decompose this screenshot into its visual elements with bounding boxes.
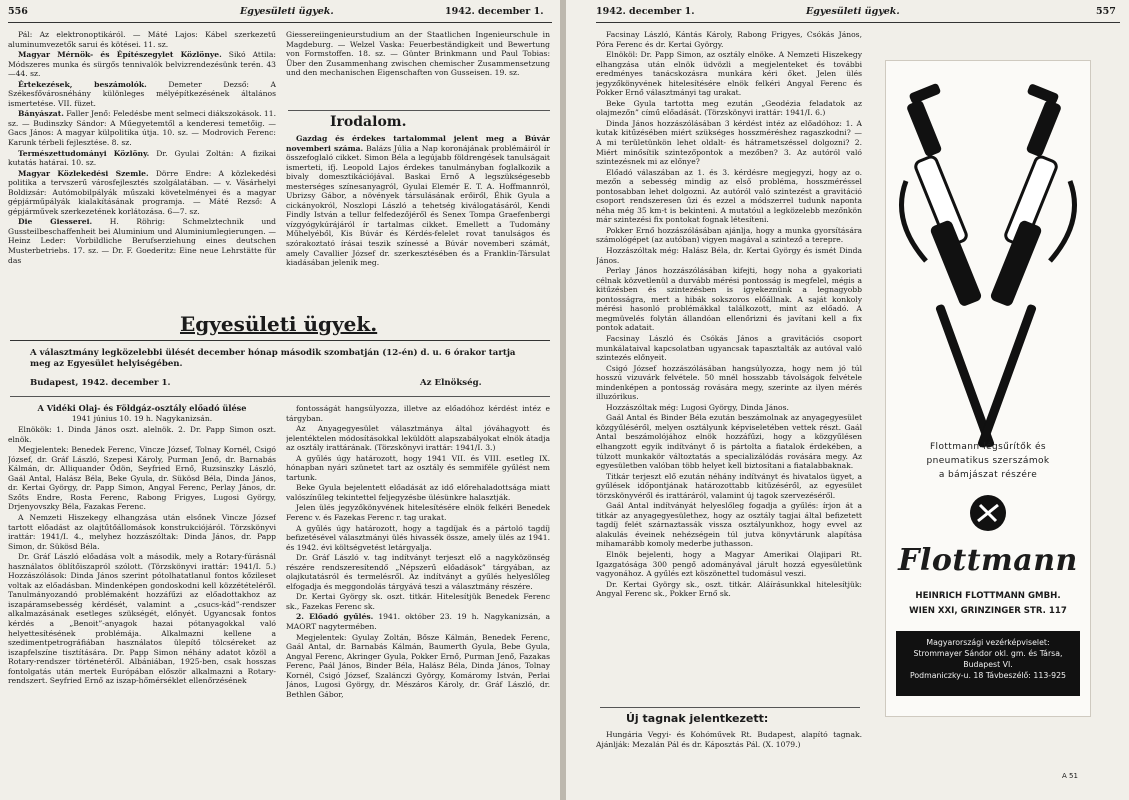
page-number: 557: [1096, 6, 1116, 17]
paragraph: Balázs Júlia a Nap koronájának problémáiról ír összefoglaló cikket. Simon Béla a legújabb földrengések tanulságait ismerteti, ifj. Leopold Lajos érdekes tanulmányban foglalkozik a bivaly domesztikációjával. Baskai Ernő A legszükségesebb mesterséges színesanyagról, Gyulai Elemér E. T. A. Hoffmannról, Ubrizsy Gábor, a növények társulásának erőiről, Éhik Gyula a cickányokról, Noszlopi László a tehetség kiválogatásáról, Kendi Findly István a tellur felfedezőjéről és Senex Tompa Graefenbergi vízgyógykúrájáról ír tartalmas cikket. Emellett a Tudomány Műhelyéből, Kis Búvár és Kérdés-felelet rovat tanulságos és szórakoztató írásai teszik színessé a Búvár novemberi számát, amely Cavallier József dr. szerkesztésében és a Franklin-Társulat kiadásában jelenik meg.: [286, 143, 550, 268]
company-address: WIEN XXI, GRINZINGER STR. 117: [909, 606, 1067, 616]
paragraph: A gyűlés úgy határozott, hogy a tagdíjak és a pártoló tagdíj befizetésével választmányi ülés hivassék össze, amely ülés az 1941. és 1942. évi költségvetést letárgyalja.: [286, 523, 550, 552]
header-rule: [8, 22, 552, 23]
section-title: Egyesületi ügyek.: [180, 312, 378, 336]
paragraph: Az Anyagegyesület választmánya által jóváhagyott és jelentéktelen módosításokkal leküldött alapszabályokat elnök átadja az osztály irattárának. (Törzskönyvi irattár: 1941/I. 3.): [286, 424, 550, 453]
representative-box: [896, 631, 1080, 696]
paragraph: Gaál Antal indítványát helyeslőleg fogadja a gyűlés: írjon át a titkár az anyagegyesülethez, hogy az osztály tagjai által befizetett tagdíj felét szárnaztassák vissza osztályunkhoz, hogy evvel az alakulás éveinek nehézségein túl jutva könyvtárunk alapítása mihamarább komoly mederbe juthasson.: [596, 501, 862, 549]
paragraph: Titkár terjeszt elő ezután néhány indítványt és hivatalos ügyet, a gyűlések időpontjának határozottabb kitűzéséről, az egyesület törzskönyvéről és irattáráról, valamint új tagok szervezéséről.: [596, 471, 862, 500]
paragraph: Gaál Antal és Binder Béla ezután beszámolnak az anyagegyesület közgyűléséről, melyen osztályunk képviseletében vettek részt. Gaál Antal beszámolójához elnök hozzáfűzi, hogy a közgyűlésen elhangzott egyik indítványt ő is pártolta a fiatalok érdekében, a túlzott munkakör változtatás a specializálódás rovására megy. Az egyesületben valóban több helyet kell biztosítani a fiatalabbaknak.: [596, 413, 862, 471]
paragraph: Elnököl: Dr. Papp Simon, az osztály elnöke. A Nemzeti Hiszekegy elhangzása után elnök üdvözli a megjelenteket és további eredményes tanácskozásra munkára kéri őket. Jelen ülés jegyzőkönyvének hitelesítésére elnök felkéri Angyal Ferenc és Pokker Ernő választmányi tag urakat.: [596, 50, 862, 98]
irodalom-column: [286, 134, 550, 294]
paragraph: fontosságát hangsúlyozza, illetve az előadóhoz kérdést intéz e tárgyban.: [286, 404, 550, 423]
page-date: 1942. december 1.: [596, 6, 695, 17]
left-page: [0, 0, 560, 800]
divider: [288, 110, 550, 111]
paragraph: Dr. Gráf László előadása volt a második, mely a Rotary-fúrásnál használatos öblítőiszapról szólott. (Törzskönyvi irattár: 1941/I. 5.) Hozzászólások: Dinda János szerint pótolhatatlanul fontos kőzileset voltak az előadásban. Mindenképen gondoskodni kell közzétételéről. Tanulmányozandó problémaként hozzáfűzi az előadottakhoz az iszapáramsebesség kérdését, valamint a „csucs-kád”-rendszer alkalmazásának esetleges szükségét, előnyét. Ugyancsak fontos kérdés a „Benoit”-anyagok hazai pótanyagokkal való helyettesítésének problémája. Alkalmazni kellene a szedimentpetrográfiában használatos ülepítő tölcséreket az iszapfelszíne tisztítására. Dr. Papp Simon néhány adatot közöl a Rotary-rendszer történetéről. Albániában, 1925-ben, csak hosszas fontolgatás után mertek Európában először alkalmazni a Rotary-rendszert. Seyfried Ernő az iszap-hőmérséklet ellenőrzésének: [8, 552, 276, 686]
paragraph: Beke Gyula bejelentett előadását az idő előrehaladottsága miatt valószínűleg tekintettel feljegyzésbe ülésünkre halasztják.: [286, 483, 550, 502]
paragraph: Dr. Kertai György sk. oszt. titkár. Hitelesítjük Benedek Ferenc sk., Fazekas Ferenc sk.: [286, 592, 550, 611]
paragraph: Jelen ülés jegyzőkönyvének hitelesítésére elnök felkéri Benedek Ferenc v. és Fazekas Ferenc r. tag urakat.: [286, 503, 550, 523]
company-logo: Flottmann: [898, 543, 1078, 578]
paragraph-text: Dr. Gyulai Zoltán: A fizikai kutatás határai. 10. sz.: [8, 148, 276, 168]
paragraph: Perlay János hozzászólásában kifejti, hogy noha a gyakoriati célnak közvetlenül a durvább mérési pontosság is megfelel, mégis a kitűzésben és szintezésben is igyekeznünk a legnagyobb pontosságra, mert a hibák sokszoros előállnak. A saját konkoly mérési hasonló problémákkal találkozott, mint az előadó. A megmüvelés folytán állandóan ellenőrizni és javítani kell a fix pontok adatait.: [596, 266, 862, 333]
paragraph: Hozzászóltak még: Lugosi György, Dinda János.: [606, 402, 789, 412]
divider: [10, 340, 550, 341]
lead-text: Természettudományi Közlöny.: [18, 148, 150, 158]
paragraph: [8, 30, 276, 49]
paragraph: [8, 149, 276, 168]
notice-place: Budapest, 1942. december 1.: [30, 378, 171, 388]
paragraph: Hozzászóltak még: Halász Béla, dr. Kertai György és ismét Dinda János.: [596, 246, 862, 265]
paragraph: [8, 217, 276, 265]
lead-text: Magyar Közlekedési Szemle.: [18, 168, 149, 178]
pneumatic-tools-illustration: [886, 61, 1090, 481]
paragraph: A Nemzeti Hiszekegy elhangzása után elsőnek Vincze József tartott előadást az olajtűtőállomások konstrukciójáról. Törzskönyvi irattár: 1941/I. 4., melyhez hozzászóltak: Dinda János, dr. Papp Simon, dr. Sükösd Béla.: [8, 513, 276, 551]
paragraph: [8, 80, 276, 109]
paragraph-text: Dörre Endre: A közlekedési politika a tervszerű városfejlesztés szolgálatában. — v. Vásárhelyi Boldizsár: Autómobilpályák műszaki követelményei és a magyar gépjárműpályák kialakításának programja. — Máté Rezső: A gépjárművek szerkezetének korlátozása. 6—7. sz.: [8, 168, 276, 216]
paragraph: Előadó válaszában az 1. és 3. kérdésre megjegyzi, hogy az o. mezőn a sebesség mindig az első probléma, hosszméréssel pontosabban lehet dolgozni. Az autóról való szintezést a gravitáció csoport rendszeresen űzi és ezzel a módszerrel tudunk naponta néha még 35 km-t is bekinteni. A mutatóul a legközelebb mezőnkön már szintezési fix pontokat fognak létesíteni.: [596, 167, 862, 225]
paragraph: Facsinay László és Csókás János a gravitációs csoport munkálataival kapcsolatban ugyancsak tapasztalták az autóval való szintezés előnyeit.: [596, 333, 862, 363]
meeting2-heading-rest: 1941. október 23. 19 h. Nagykanizsán, a MAORT nagytermében.: [286, 612, 550, 632]
miner-emblem-icon: [968, 493, 1008, 533]
ad-slogan-line: pneumatikus szerszámok: [926, 456, 1050, 466]
company-name: HEINRICH FLOTTMANN GMBH.: [915, 591, 1061, 601]
paragraph: Dr. Gráf László v. tag indítványt terjeszt elő a nagyközönség részére rendszeresítendő „Népszerű előadások” tárgyában, az olajkutatásról és termelésről. Az indítványt a gyűlés helyeslőleg elfogadja és meggondolás tárgyává teszi a választmány részére.: [286, 553, 550, 591]
lead-text: Gazdag és érdekes tartalommal jelent meg a Búvár novemberi száma.: [286, 134, 550, 153]
paragraph: Elnökök: 1. Dinda János oszt. alelnök. 2. Dr. Papp Simon oszt. elnök.: [8, 425, 276, 444]
flottmann-advertisement: [885, 60, 1091, 717]
paragraph: Giessereiingenieurstudium an der Staatlichen Ingenieurschule in Magdeburg. — Welzel Vaska: Feuerbeständigkeit und Bewertung von Formstoffen. 18. sz. — Günter Brinkmann und Paul Tobias: Über den Zusammenhang zwischen chemischer Zusammensetzung und den mechanischen Eigenschaften von Gusseisen. 19. sz.: [286, 30, 550, 78]
paragraph: Dr. Kertai György sk., oszt. titkár. Aláírásunkkal hitelesítjük: Angyal Ferenc sk., Pokker Ernő sk.: [596, 579, 862, 599]
ad-slogan-line: a bámjászat részére: [938, 470, 1038, 480]
paragraph: A gyűlés úgy határozott, hogy 1941 VII. és VIII. esetleg IX. hónapban nyári szünetet tart az osztály és semmiféle gyűlést nem tartunk.: [286, 453, 550, 482]
paragraph-text: Demeter Dezső: A Székesfővárosnéhány különleges mélyépítkezésének általános ismertetése. VII. füzet.: [8, 79, 276, 108]
paragraph: Elnök bejelenti, hogy a Magyar Amerikai Olajipari Rt. Igazgatósága 300 pengő adományával járult hozzá egyesületünk vagyonához. A gyűlés ezt köszönettel tudomásul veszi.: [596, 549, 862, 579]
lead-text: Die Giesserei.: [18, 217, 93, 227]
paragraph: Megjelentek: Gyulay Zoltán, Bősze Kálmán, Benedek Ferenc, Gaál Antal, dr. Barnabás Kálmán, Baumerth Gyula, Bebe Gyula, Angyal Ferenc, Akringer Gyula, Pokker Ernő, Purman Jenő, Fazakas Ferenc, Paál János, Binder Béla, Halász Béla, Dinda János, Tolnay Kornél, Csigó József, Szalánczi György, Komáromy István, Perlai János, Lugosi György, dr. Mészáros Károly, dr. Gráf László, dr. Bethlen Gábor,: [286, 632, 550, 699]
running-title: Egyesületi ügyek.: [806, 6, 900, 17]
divider: [10, 396, 550, 397]
meeting-subheading: 1941 június 10. 19 h. Nagykanizsán.: [71, 413, 213, 423]
lead-text: Magyar Mérnök- és Építészegylet Közlönye.: [18, 50, 222, 60]
rep-line: Budapest VI.: [963, 660, 1013, 669]
paragraph-text: Sikó Attila: Módszeres munka és sürgős tennivalók belvizrendezésünk terén. 43—44. sz.: [8, 50, 276, 79]
new-members-text: Hungária Vegyi- és Kohóművek Rt. Budapest, alapító tagnak. Ajánlják: Mezalán Pál és dr. Káposztás Pál. (X. 1079.): [596, 730, 862, 749]
text-column-bottom-left: [8, 404, 276, 796]
notice-signature: Az Elnökség.: [420, 378, 482, 388]
rep-line: Podmaniczky-u. 18 Távbeszélő: 113-925: [909, 671, 1066, 680]
running-title: Egyesületi ügyek.: [240, 6, 334, 17]
text-column-bottom-right: [286, 404, 550, 796]
rep-line: Magyarországi vezérképviselet:: [926, 638, 1050, 647]
paragraph: Csigó József hozzászólásában hangsúlyozza, hogy nem jó túl hosszú vizuvárk felvétele. 50 mnél hosszabb távolságok felvétele mindenképen a pontosság rovására megy, szerinte az ilyen mérés illuzórikus.: [596, 363, 862, 402]
lead-text: Bányászat.: [18, 109, 64, 119]
new-members-heading: Új tagnak jelentkezett:: [626, 712, 769, 725]
paragraph: Facsinay László, Kántás Károly, Rabong Frigyes, Csókás János, Póra Ferenc és dr. Kertai György.: [596, 30, 862, 49]
meeting-notice: A választmány legközelebbi ülését december hónap második szombatján (12-én) d. u. 6 órakor tartja meg az Egyesület helyiségében.: [30, 348, 516, 369]
text-column-top-left: [8, 30, 276, 292]
paragraph: Beke Gyula tartotta meg ezután „Geodézia feladatok az olajmezőn” című előadását. (Törzskönyvi irattár: 1941/I. 6.): [596, 98, 862, 118]
left-pneumatic-hammer-icon: [902, 83, 995, 447]
paragraph-text: Pál: Az elektronoptikáról. — Máté Lajos: Kábel szerkezetű aluminumvezetők sarui és kötései. 11. sz.: [8, 30, 276, 49]
page-number: 556: [8, 6, 28, 17]
text-column-top-right: [286, 30, 550, 108]
meeting-heading: A Vidéki Olaj- és Földgáz-osztály előadó ülése: [37, 404, 247, 413]
ad-slogan-line: Flottmann-légsűrítők és: [929, 442, 1047, 452]
paragraph: Megjelentek: Benedek Ferenc, Vincze József, Tolnay Kornél, Csigó József, dr. Gráf László, Szepesi Károly, Purman Jenő, dr. Barnabás Kálmán, dr. Alliquander Ödön, Seyfried Ernő, Ruzsinszky László, Gaál Antal, Halász Béla, Beke Gyula, dr. Sükösd Béla, Dinda János, dr. Kertai György, dr. Papp Simon, Angyal Ferenc, Perlay János, dr. Szőts Endre, Rosta Ferenc, Rabong Frigyes, Lugosi György, Drjenyovszky Béla, Fazakas Ferenc.: [8, 445, 276, 512]
text-column-right: [596, 30, 862, 698]
meeting2-heading: 2. Előadó gyűlés.: [296, 612, 374, 622]
paragraph: [8, 109, 276, 147]
header-rule: [596, 22, 1120, 23]
rep-line: Strommayer Sándor okl. gm. és Társa,: [913, 649, 1063, 658]
divider: [600, 707, 860, 708]
paragraph: Dinda János hozzászólásában 3 kérdést intéz az előadóhoz: 1. A kutak kitűzésében miért szükséges hosszméréshez ragaszkodni? — A mi területünkön lehet oldalt- és hátrametszéssel dolgozni? 2. Miért minősítik szintezőpontok a mezőben? 3. Az autóról való szintezésnek mi az előnye?: [596, 118, 862, 167]
paragraph: Pokker Ernő hozzászólásában ajánlja, hogy a munka gyorsítására számológépet (az autóban) vigyen magával a szintező a terepre.: [596, 225, 862, 245]
lead-text: Értekezések, beszámolók.: [18, 79, 147, 89]
section-heading-irodalom: Irodalom.: [330, 114, 407, 130]
paragraph: [8, 50, 276, 79]
paragraph-text: Faller Jenő: Feledésbe ment selmeci diákszokások. 11. sz. — Budinszky Sándor: A Műegyetemtől a kenderesi temetőig. — Gacs János: A magyar külpolitika útja. 10. sz. — Modrovich Ferenc: Karunk térbeli fejlesztése. 8. sz.: [8, 109, 276, 148]
page-date: 1942. december 1.: [445, 6, 544, 17]
ad-code: A 51: [1062, 772, 1078, 780]
right-pneumatic-hammer-icon: [978, 84, 1075, 448]
paragraph: [8, 169, 276, 217]
paragraph-text: H. Röhrig: Schmelztechnik und Gussteilbeschaffenheit bei Aluminium und Aluminiumlegierungen. — Heinz Leder: Vorbildliche Berufserziehung eines deutschen Musterbetriebs. 17. sz. — Dr. F. Goederitz: Eine neue Lehrstätte für das: [8, 217, 276, 265]
